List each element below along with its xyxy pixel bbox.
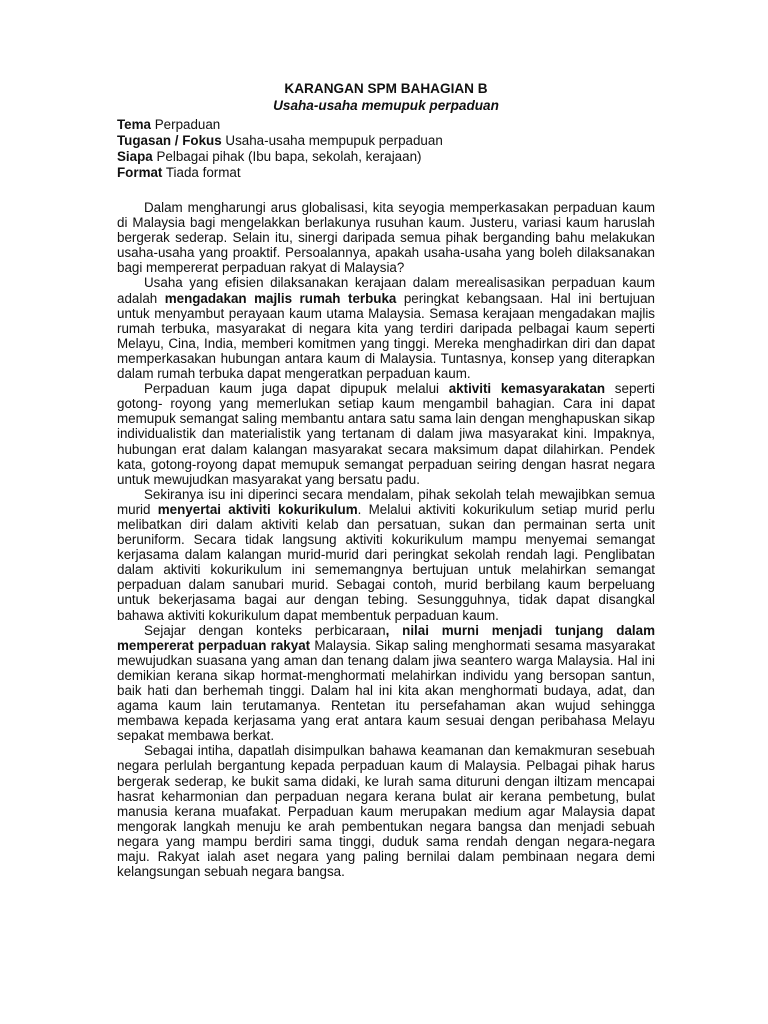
meta-value: Pelbagai pihak (Ibu bapa, sekolah, kerajaan) — [156, 149, 422, 164]
meta-tema — [117, 117, 655, 133]
meta-value: Usaha-usaha mempupuk perpaduan — [225, 133, 443, 148]
paragraph-text: Usaha yang efisien dilaksanakan kerajaan dalam merealisasikan perpaduan kaum adalah — [117, 275, 655, 306]
paragraph-text: Perpaduan kaum juga dapat dipupuk melalui — [144, 381, 449, 397]
paragraph-text: seperti gotong- royong yang memerlukan setiap kaum mengambil bahagian. Cara ini dapat memupuk semangat saling membantu antara satu sama lain dengan menghapuskan sikap individualistik dan materialistik yang tertanam di dalam jiwa masyarakat kini. Impaknya, hubungan erat dalam kalangan masyarakat secara maksimum dapat dilahirkan. Pendek kata, gotong-royong dapat memupuk semangat perpaduan seiring dengan hasrat negara untuk mewujudkan masyarakat yang bersatu padu. — [117, 381, 655, 487]
paragraph-key-point: mengadakan majlis rumah terbuka — [164, 290, 397, 306]
paragraph-key-point: , nilai murni menjadi tunjang dalam mempererat perpaduan rakyat — [117, 622, 655, 653]
paragraph-key-point: aktiviti kemasyarakatan — [448, 381, 606, 397]
paragraph-text: Sejajar dengan konteks perbicaraan — [144, 622, 386, 638]
essay-meta — [117, 117, 655, 181]
meta-value: Perpaduan — [154, 117, 221, 132]
paragraph-point-1 — [117, 275, 655, 381]
paragraph-text: peringkat kebangsaan. Hal ini bertujuan untuk menyambut perayaan kaum utama Malaysia. Semasa kerajaan mengadakan majlis rumah terbuka, masyarakat di negara kita yang terdiri daripada pelbagai kaum seperti Melayu, Cina, India, memberi komitmen yang tinggi. Mereka menghadirkan diri dan dapat memperkasakan hubungan antara kaum di Malaysia. Tuntasnya, konsep yang diterapkan dalam rumah terbuka dapat mengeratkan perpaduan kaum. — [117, 290, 655, 382]
meta-label: Format — [117, 165, 163, 180]
meta-format — [117, 165, 655, 181]
meta-label: Tema — [117, 117, 151, 132]
meta-siapa — [117, 149, 655, 165]
paragraph-text: Sekiranya isu ini diperinci secara mendalam, pihak sekolah telah mewajibkan semua murid — [117, 486, 655, 517]
paragraph-key-point: menyertai aktiviti kokurikulum — [157, 501, 358, 517]
meta-label: Siapa — [117, 149, 153, 164]
document-title: KARANGAN SPM BAHAGIAN B — [284, 81, 488, 96]
paragraph-text: Malaysia. Sikap saling menghormati sesama masyarakat mewujudkan suasana yang aman dan tenang dalam jiwa seantero warga Malaysia. Hal ini demikian kerana sikap hormat-menghormati melahirkan individu yang bersopan santun, baik hati dan berhemah tinggi. Dalam hal ini kita akan menghormati budaya, adat, dan agama kaum lain terutamanya. Rentetan itu persefahaman akan wujud sehingga membawa kepada kerjasama yang erat antara kaum sesuai dengan peribahasa Melayu sepakat membawa berkat. — [117, 637, 655, 744]
paragraph-text: . Melalui aktiviti kokurikulum setiap murid perlu melibatkan diri dalam aktiviti kelab dan persatuan, sukan dan permainan serta unit beruniform. Secara tidak langsung aktiviti kokurikulum mampu menyemai semangat kerjasama dalam kalangan murid-murid dari peringkat sekolah rendah lagi. Penglibatan dalam aktiviti kokurikulum ini sememangnya bertujuan untuk melahirkan semangat perpaduan dalam sanubari murid. Sebagai contoh, murid berbilang kaum berpeluang untuk bekerjasama bagai aur dengan tebing. Sesungguhnya, tidak dapat disangkal bahawa aktiviti kokurikulum dapat membentuk perpaduan kaum. — [117, 501, 655, 623]
paragraph-point-3 — [117, 487, 655, 623]
paragraph-point-2 — [117, 381, 655, 487]
meta-label: Tugasan / Fokus — [117, 133, 222, 148]
paragraph-introduction: Dalam mengharungi arus globalisasi, kita seyogia memperkasakan perpaduan kaum di Malaysia bagi mengelakkan berlakunya rusuhan kaum. Justeru, variasi kaum haruslah bergerak sederap. Selain itu, sinergi daripada semua pihak berganding bahu melakukan usaha-usaha yang proaktif. Persoalannya, apakah usaha-usaha yang boleh dilaksanakan bagi mempererat perpaduan rakyat di Malaysia? — [117, 200, 655, 276]
document-subtitle: Usaha-usaha memupuk perpaduan — [273, 98, 499, 113]
meta-tugasan — [117, 133, 655, 149]
meta-value: Tiada format — [165, 165, 241, 180]
paragraph-point-4 — [117, 623, 655, 744]
paragraph-conclusion: Sebagai intiha, dapatlah disimpulkan bahawa keamanan dan kemakmuran sesebuah negara perlulah bergantung kepada perpaduan kaum di Malaysia. Pelbagai pihak harus bergerak sederap, ke bukit sama didaki, ke lurah sama dituruni dengan iltizam mencapai hasrat keharmonian dan perpaduan negara kerana bulat air kerana pembetung, bulat manusia kerana muafakat. Perpaduan kaum merupakan medium agar Malaysia dapat mengorak langkah menuju ke arah pembentukan negara bangsa dan menjadi sebuah negara yang mampu berdiri sama tinggi, duduk sama rendah dengan negara-negara maju. Rakyat ialah aset negara yang paling bernilai dalam pembinaan negara demi kelangsungan sebuah negara bangsa. — [117, 743, 655, 880]
